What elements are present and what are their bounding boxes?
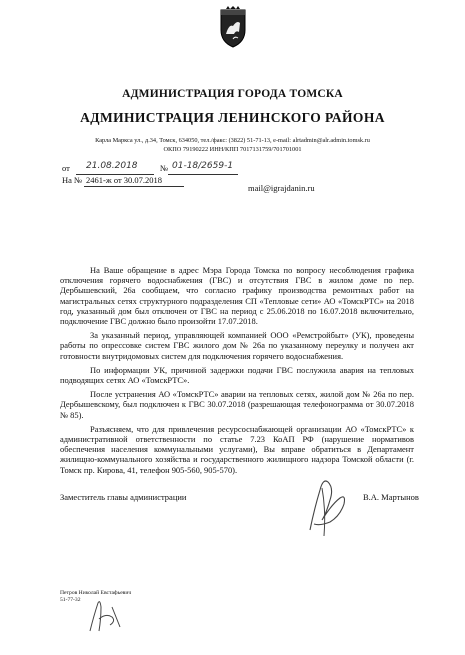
paragraph-4: После устранения АО «ТомскРТС» аварии на тепловых сетях, жилой дом № 26а по пер. Дербышевскому, был подключен к ГВС 30.07.2018 (разрешающая телефонограмма от 30.07.2018 № 85). (60, 389, 414, 420)
on-number-label: На № (62, 175, 83, 185)
handwritten-number: 01-18/2659-1 (172, 161, 234, 171)
paragraph-5: Разъясняем, что для привлечения ресурсоснабжающей организации АО «ТомскРТС» к административной ответственности по статье 7.23 КоАП РФ (нарушение нормативов обеспечения населения коммунальными услугами), Вы вправе обратиться в Департамент жилищно-коммунального хозяйства и государственного жилищного надзора Томской области (г. Томск пр. Кирова, 41, телефон 905-560, 905-570). (60, 423, 414, 475)
executor-phone: 51-77-32 (60, 597, 81, 603)
recipient-email: mail@igrajdanin.ru (248, 183, 315, 193)
number-label: № (160, 163, 169, 173)
handwritten-signature-icon (300, 470, 352, 540)
address-line: Карла Маркса ул., д.34, Томск, 634050, тел./факс: (3822) 51-71-13, e-mail: alrtadmin@alr.admin.tomsk.ru (95, 137, 370, 144)
handwritten-initials-icon (86, 597, 126, 635)
paragraph-2: За указанный период, управляющей компанией ООО «Ремстройбыт» (УК), проведены работы по опрессовке систем ГВС жилого дом № 26а по указанному переулку и получен акт готовности внутридомовых систем для подключения горячего водоснабжения. (60, 330, 414, 361)
codes-line: ОКПО 79190222 ИНН/КПП 7017131759/701701001 (163, 146, 302, 153)
paragraph-3: По информации УК, причиной задержки подачи ГВС послужила авария на тепловых подводящих сетях АО «ТомскРТС». (60, 364, 414, 386)
handwritten-date: 21.08.2018 (86, 161, 138, 171)
signatory-position: Заместитель главы администрации (60, 492, 187, 502)
signatory-name: В.А. Мартынов (363, 492, 419, 502)
executor-name: Петров Николай Евстафьевич (60, 590, 132, 596)
from-label: от (62, 163, 70, 173)
letter-body (60, 265, 414, 479)
contact-block (0, 136, 465, 154)
paragraph-1: На Ваше обращение в адрес Мэра Города Томска по вопросу несоблюдения графика отключения горячего водоснабжения (ГВС) и отсутствия ГВС в жилом доме по пер. Дербышевский, 26а сообщаем, что согласно графику производства ремонтных работ на магистральных сетях структурного подразделения СП «Тепловые сети» АО «ТомскРТС» на 2018 год, указанный дом был отключен от ГВС на период с 25.06.2018 по 16.07.2018 включительно, подключение ГВС должно было произойти 17.07.2018. (60, 265, 414, 327)
on-number-underline (84, 186, 184, 187)
tomsk-coat-of-arms-icon (216, 6, 250, 48)
organization-title: АДМИНИСТРАЦИЯ ГОРОДА ТОМСКА (122, 88, 343, 100)
on-number-value: 2461-ж от 30.07.2018 (86, 175, 163, 185)
department-title: АДМИНИСТРАЦИЯ ЛЕНИНСКОГО РАЙОНА (80, 110, 385, 125)
number-underline (168, 174, 238, 175)
